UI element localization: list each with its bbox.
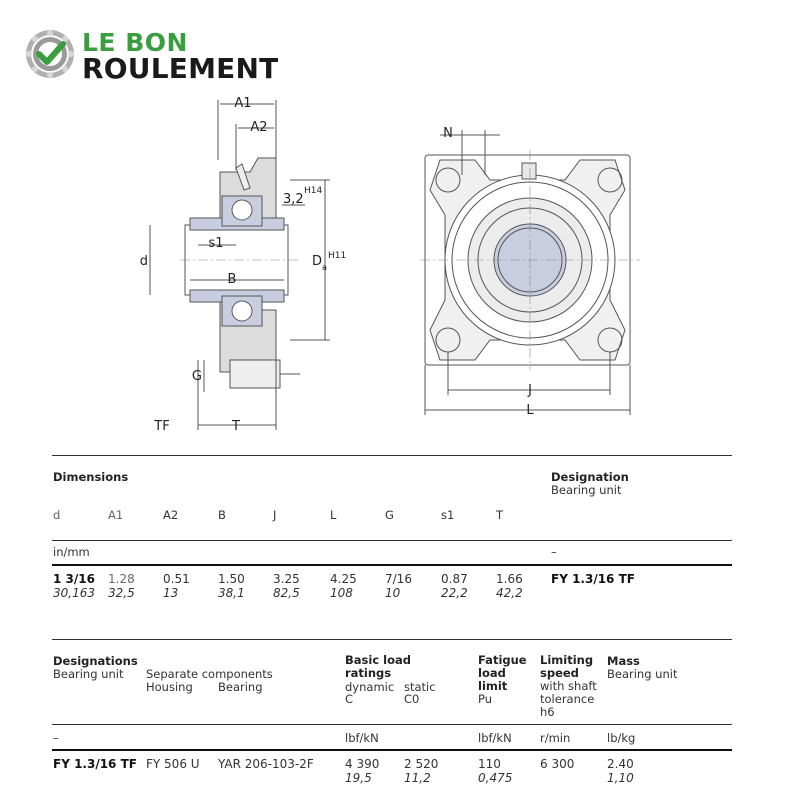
table1-data-rule xyxy=(52,564,732,566)
basic-load-ratings-label: Basic load ratings xyxy=(345,653,411,680)
val-L-in: 4.25 xyxy=(330,572,357,586)
bearing-logo-icon xyxy=(24,28,76,80)
units-dash: – xyxy=(53,731,59,745)
dim-s1-label: s1 xyxy=(208,236,224,251)
C0-label: C0 xyxy=(404,692,420,706)
dim-d-label: d xyxy=(139,254,148,269)
val-B-mm: 38,1 xyxy=(218,586,245,600)
limiting-speed-label: Limiting speed xyxy=(540,653,594,680)
section-drawing xyxy=(139,90,347,440)
col-B: B xyxy=(218,508,226,522)
row-mass-kg: 1,10 xyxy=(607,771,634,785)
col-A2: A2 xyxy=(163,508,179,522)
units-fatigue: lbf/kN xyxy=(478,731,512,745)
col-s1: s1 xyxy=(441,508,455,522)
separate-components-label: Separate components xyxy=(146,667,273,681)
dim-L-label: L xyxy=(526,403,534,418)
table1-top-rule xyxy=(52,455,732,456)
Pu-label: Pu xyxy=(478,692,493,706)
table2-mid-rule xyxy=(52,724,732,725)
front-view-drawing xyxy=(400,110,650,430)
col-J: J xyxy=(273,508,277,522)
unit-type-TF: TF xyxy=(154,419,170,434)
mass-sub-label: Bearing unit xyxy=(607,667,678,681)
table2-top-rule xyxy=(52,639,732,640)
dim-Da-sub: a xyxy=(322,263,327,272)
C-label: C xyxy=(345,692,354,706)
val-A1-mm: 32,5 xyxy=(108,586,135,600)
val-G-in: 7/16 xyxy=(385,572,412,586)
units-in-mm: in/mm xyxy=(53,545,90,559)
units-load: lbf/kN xyxy=(345,731,379,745)
col-A1: A1 xyxy=(108,508,124,522)
dim-tol-sup: H14 xyxy=(304,186,323,196)
dim-Da-label: D xyxy=(312,254,323,269)
dim-Da-sup: H11 xyxy=(328,251,347,261)
designations-bearing-unit: Bearing unit xyxy=(53,667,124,681)
fatigue-load-label: Fatigue load limit xyxy=(478,653,527,693)
val-s1-in: 0.87 xyxy=(441,572,468,586)
units-designation: – xyxy=(551,545,557,559)
val-J-in: 3.25 xyxy=(273,572,300,586)
row-C-lbf: 4 390 xyxy=(345,757,380,771)
dim-J-label: J xyxy=(528,383,532,398)
brand-line1: LE BON xyxy=(82,28,188,57)
val-L-mm: 108 xyxy=(330,586,353,600)
dim-A1-label: A1 xyxy=(234,96,252,111)
designation-subtitle: Bearing unit xyxy=(551,483,622,497)
row-unit: FY 1.3/16 TF xyxy=(53,757,137,771)
col-L: L xyxy=(330,508,337,522)
table2-data-rule xyxy=(52,749,732,751)
val-T-mm: 42,2 xyxy=(496,586,523,600)
dim-B-label: B xyxy=(227,272,237,287)
bearing-label: Bearing xyxy=(218,680,263,694)
row-C-kn: 19,5 xyxy=(345,771,372,785)
static-label: static xyxy=(404,680,436,694)
row-mass-lb: 2.40 xyxy=(607,757,634,771)
dim-N-label: N xyxy=(443,126,453,141)
val-A1-in: 1.28 xyxy=(108,572,135,586)
designation-title: Designation xyxy=(551,470,629,484)
designation-value: FY 1.3/16 TF xyxy=(551,572,635,586)
dim-A2-label: A2 xyxy=(250,120,268,135)
housing-label: Housing xyxy=(146,680,193,694)
val-A2-mm: 13 xyxy=(163,586,179,600)
dim-G-label: G xyxy=(191,369,202,384)
mass-label: Mass xyxy=(607,654,640,668)
val-J-mm: 82,5 xyxy=(273,586,300,600)
val-T-in: 1.66 xyxy=(496,572,523,586)
units-mass: lb/kg xyxy=(607,731,636,745)
val-d-mm: 30,163 xyxy=(53,586,95,600)
val-d-in: 1 3/16 xyxy=(53,572,95,586)
col-G: G xyxy=(385,508,394,522)
units-speed: r/min xyxy=(540,731,571,745)
dim-tol-value: 3,2 xyxy=(283,192,304,207)
brand-line2: ROULEMENT xyxy=(82,52,279,85)
val-G-mm: 10 xyxy=(385,586,401,600)
val-s1-mm: 22,2 xyxy=(441,586,468,600)
row-bearing: YAR 206-103-2F xyxy=(218,757,314,771)
row-C0-kn: 11,2 xyxy=(404,771,431,785)
shaft-tolerance-label: with shaft tolerance h6 xyxy=(540,679,597,719)
val-A2-in: 0.51 xyxy=(163,572,190,586)
dimensions-title: Dimensions xyxy=(53,470,129,484)
val-B-in: 1.50 xyxy=(218,572,245,586)
row-Pu-lbf: 110 xyxy=(478,757,501,771)
table1-mid-rule xyxy=(52,540,732,541)
col-T: T xyxy=(496,508,504,522)
row-housing: FY 506 U xyxy=(146,757,200,771)
dim-T-label: T xyxy=(232,419,240,434)
dynamic-label: dynamic xyxy=(345,680,395,694)
row-speed: 6 300 xyxy=(540,757,575,771)
row-Pu-kn: 0,475 xyxy=(478,771,513,785)
designations-title: Designations xyxy=(53,654,138,668)
col-d: d xyxy=(53,508,61,522)
row-C0-lbf: 2 520 xyxy=(404,757,439,771)
